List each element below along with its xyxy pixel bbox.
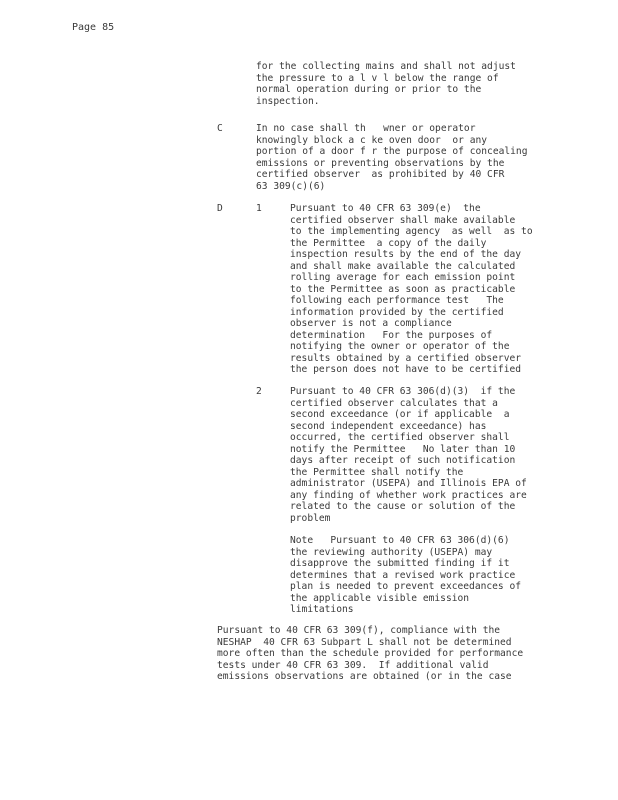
continued-paragraph [256, 61, 516, 107]
text-line: to the Permittee as soon as practicable [290, 283, 516, 295]
text-line: rolling average for each emission point [290, 272, 516, 283]
text-line: for the collecting mains and shall not adjust [256, 61, 516, 72]
text-line: normal operation during or prior to the [256, 84, 482, 95]
item-marker-1: 1 [256, 203, 262, 214]
text-line: determination For the purposes of [290, 329, 493, 341]
text-line: the Permittee a copy of the daily [290, 237, 487, 249]
text-line: emissions or preventing observations by the [256, 157, 505, 169]
section-marker-c: C [217, 123, 223, 134]
item-1-paragraph [290, 203, 533, 376]
text-line: the reviewing authority (USEPA) may [290, 546, 493, 558]
text-line: the pressure to a l v l below the range of [256, 72, 499, 84]
text-line: observer is not a compliance [290, 318, 452, 329]
text-line: In no case shall th wner or operator [256, 123, 476, 134]
text-line: NESHAP 40 CFR 63 Subpart L shall not be determined [217, 636, 512, 648]
text-line: problem [290, 512, 331, 524]
text-line: certified observer as prohibited by 40 CFR [256, 169, 505, 180]
section-marker-d: D [217, 203, 223, 214]
text-line: Note Pursuant to 40 CFR 63 306(d)(6) [290, 535, 510, 546]
item-2-paragraph [290, 386, 527, 524]
text-line: results obtained by a certified observer [290, 352, 522, 364]
text-line: certified observer shall make available [290, 214, 516, 226]
text-line: the person does not have to be certified [290, 364, 522, 375]
text-line: any finding of whether work practices are [290, 489, 527, 501]
page-number: Page 85 [72, 22, 115, 33]
text-line: information provided by the certified [290, 306, 504, 318]
text-line: to the implementing agency as well as to [290, 226, 533, 237]
text-line: tests under 40 CFR 63 309. If additional valid [217, 659, 489, 671]
text-line: knowingly block a c ke oven door or any [256, 134, 488, 146]
text-line: 63 309(c)(6) [256, 180, 326, 192]
text-line: inspection results by the end of the day [290, 249, 522, 260]
text-line: administrator (USEPA) and Illinois EPA of [290, 478, 527, 489]
text-line: second independent exceedance) has [290, 420, 487, 432]
note-paragraph [290, 535, 521, 616]
text-line: disapprove the submitted finding if it [290, 558, 510, 569]
text-line: portion of a door f r the purpose of concealing [256, 146, 528, 157]
text-line: Pursuant to 40 CFR 63 306(d)(3) if the [290, 386, 516, 397]
text-line: the Permittee shall notify the [290, 466, 464, 478]
item-marker-2: 2 [256, 386, 262, 397]
text-line: more often than the schedule provided for performance [217, 648, 524, 659]
text-line: certified observer calculates that a [290, 397, 498, 409]
text-line: notifying the owner or operator of the [290, 341, 510, 352]
text-line: notify the Permittee No later than 10 [290, 443, 516, 455]
text-line: inspection. [256, 95, 320, 107]
text-line: second exceedance (or if applicable a [290, 409, 510, 420]
text-line: occurred, the certified observer shall [290, 432, 510, 443]
section-c-paragraph [256, 123, 527, 192]
final-paragraph [217, 625, 523, 683]
text-line: the applicable visible emission [290, 592, 470, 604]
text-line: emissions observations are obtained (or in the case [217, 671, 512, 682]
text-line: Pursuant to 40 CFR 63 309(f), compliance with the [217, 625, 501, 636]
text-line: limitations [290, 604, 354, 615]
text-line: and shall make available the calculated [290, 260, 516, 272]
text-line: plan is needed to prevent exceedances of [290, 581, 522, 592]
text-line: following each performance test The [290, 295, 504, 306]
text-line: Pursuant to 40 CFR 63 309(e) the [290, 203, 481, 214]
text-line: related to the cause or solution of the [290, 501, 516, 512]
text-line: determines that a revised work practice [290, 569, 516, 581]
text-line: days after receipt of such notification [290, 455, 516, 466]
